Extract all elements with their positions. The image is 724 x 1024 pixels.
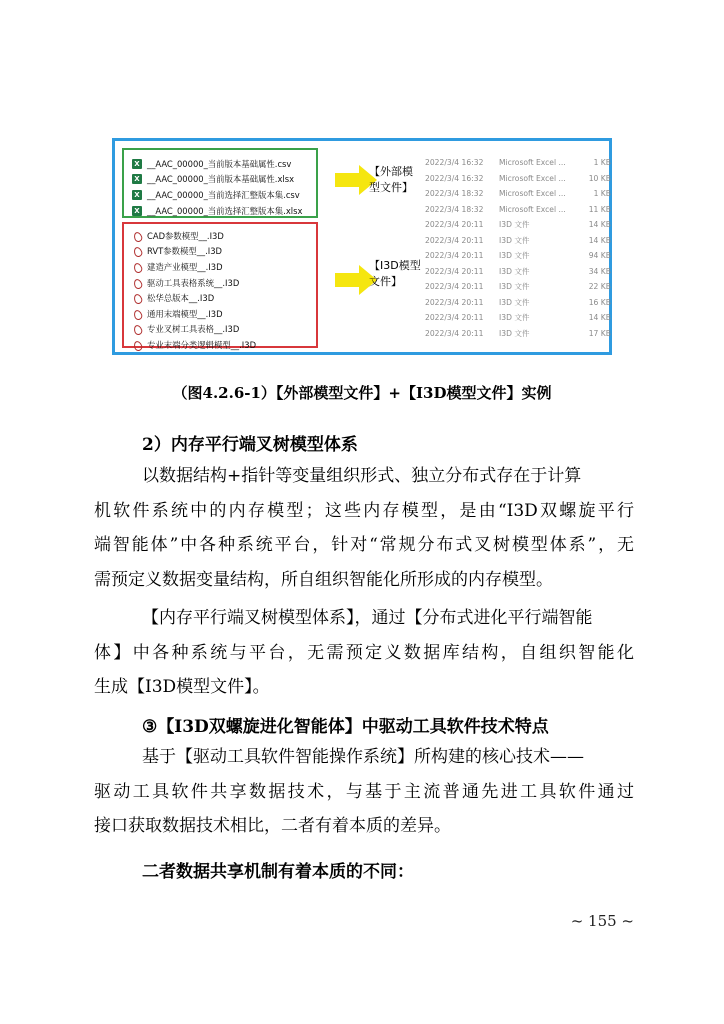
file-row[interactable] bbox=[128, 187, 302, 203]
metadata-row bbox=[425, 264, 611, 280]
text-line: 体】中各种系统与平台，无需预定义数据库结构，自组织智能化 bbox=[94, 642, 634, 663]
file-name: __AAC_00000_当前版本基础属性.csv bbox=[147, 158, 292, 169]
file-name: 专业末端分类逻辑模型__.I3D bbox=[147, 339, 257, 350]
file-date: 2022/3/4 20:11 bbox=[425, 266, 484, 276]
i3d-file-list bbox=[128, 228, 256, 353]
file-date: 2022/3/4 20:11 bbox=[425, 235, 484, 245]
external-files-group bbox=[122, 148, 318, 218]
file-date: 2022/3/4 16:32 bbox=[425, 173, 484, 183]
file-size: 17 KB bbox=[588, 328, 611, 338]
file-row[interactable] bbox=[128, 156, 302, 172]
file-name: CAD参数模型__.I3D bbox=[147, 230, 224, 241]
excel-file-icon: X bbox=[132, 206, 142, 216]
file-type: I3D 文件 bbox=[499, 251, 530, 261]
file-row[interactable] bbox=[128, 203, 302, 219]
i3d-files-group bbox=[122, 222, 318, 348]
metadata-row bbox=[425, 217, 611, 233]
file-type: Microsoft Excel ... bbox=[499, 189, 566, 199]
text-line: 【内存平行端叉树模型体系】，通过【分布式进化平行端智能 bbox=[142, 608, 593, 628]
file-row[interactable] bbox=[128, 337, 256, 353]
i3d-file-icon bbox=[132, 293, 142, 303]
file-date: 2022/3/4 18:32 bbox=[425, 189, 484, 199]
file-size: 1 KB bbox=[593, 189, 611, 199]
metadata-row bbox=[425, 233, 611, 249]
file-type: I3D 文件 bbox=[499, 282, 530, 292]
i3d-file-icon bbox=[132, 278, 142, 288]
metadata-row bbox=[425, 202, 611, 218]
i3d-model-label: 【I3D模型 文件】 bbox=[369, 259, 421, 288]
file-type: I3D 文件 bbox=[499, 266, 530, 276]
i3d-file-icon bbox=[132, 324, 142, 334]
metadata-row bbox=[425, 310, 611, 326]
text-line: 生成【I3D模型文件】。 bbox=[94, 677, 270, 697]
file-name: __AAC_00000_当前版本基础属性.xlsx bbox=[147, 174, 295, 185]
file-size: 11 KB bbox=[588, 204, 611, 214]
file-size: 14 KB bbox=[588, 313, 611, 323]
file-size: 16 KB bbox=[588, 297, 611, 307]
section-heading: 二者数据共享机制有着本质的不同： bbox=[142, 862, 414, 882]
file-row[interactable] bbox=[128, 322, 256, 338]
text-line: 接口获取数据技术相比，二者有着本质的差异。 bbox=[94, 816, 451, 836]
file-type: I3D 文件 bbox=[499, 220, 530, 230]
external-model-label: 【外部模 型文件】 bbox=[369, 165, 413, 194]
metadata-row bbox=[425, 171, 611, 187]
file-date: 2022/3/4 16:32 bbox=[425, 158, 484, 168]
file-date: 2022/3/4 20:11 bbox=[425, 313, 484, 323]
file-row[interactable] bbox=[128, 172, 302, 188]
excel-file-icon: X bbox=[132, 159, 142, 169]
file-size: 14 KB bbox=[588, 235, 611, 245]
file-size: 34 KB bbox=[588, 266, 611, 276]
section-heading: 2）内存平行端叉树模型体系 bbox=[142, 435, 358, 455]
figure-file-listing bbox=[112, 138, 612, 355]
metadata-row bbox=[425, 326, 611, 342]
file-type: Microsoft Excel ... bbox=[499, 173, 566, 183]
file-name: 松华总版本__.I3D bbox=[147, 293, 215, 304]
file-type: I3D 文件 bbox=[499, 313, 530, 323]
file-date: 2022/3/4 20:11 bbox=[425, 251, 484, 261]
file-row[interactable] bbox=[128, 290, 256, 306]
file-date: 2022/3/4 20:11 bbox=[425, 297, 484, 307]
page-number: ~ 155 ~ bbox=[570, 912, 634, 930]
metadata-row bbox=[425, 295, 611, 311]
excel-file-icon: X bbox=[132, 190, 142, 200]
metadata-row bbox=[425, 186, 611, 202]
file-date: 2022/3/4 20:11 bbox=[425, 328, 484, 338]
excel-file-list bbox=[128, 156, 302, 218]
file-size: 94 KB bbox=[588, 251, 611, 261]
text-line: 需预定义数据变量结构，所自组织智能化所形成的内存模型。 bbox=[94, 569, 553, 590]
file-name: __AAC_00000_当前选择汇整版本集.xlsx bbox=[147, 205, 303, 216]
i3d-file-icon bbox=[132, 246, 142, 256]
file-size: 22 KB bbox=[588, 282, 611, 292]
file-row[interactable] bbox=[128, 306, 256, 322]
file-size: 1 KB bbox=[593, 158, 611, 168]
file-size: 10 KB bbox=[588, 173, 611, 183]
i3d-file-icon bbox=[132, 231, 142, 241]
file-type: I3D 文件 bbox=[499, 297, 530, 307]
file-row[interactable] bbox=[128, 228, 256, 244]
file-name: 专业叉树工具表格__.I3D bbox=[147, 324, 240, 335]
metadata-row bbox=[425, 155, 611, 171]
metadata-row bbox=[425, 279, 611, 295]
paragraph-1 bbox=[94, 459, 634, 597]
text-line: 驱动工具软件共享数据技术，与基于主流普通先进工具软件通过 bbox=[94, 781, 634, 802]
file-name: __AAC_00000_当前选择汇整版本集.csv bbox=[147, 189, 300, 200]
i3d-file-icon bbox=[132, 309, 142, 319]
file-type: I3D 文件 bbox=[499, 328, 530, 338]
i3d-file-icon bbox=[132, 262, 142, 272]
section-heading: ③【I3D双螺旋进化智能体】中驱动工具软件技术特点 bbox=[142, 717, 549, 737]
text-line: 基于【驱动工具软件智能操作系统】所构建的核心技术—— bbox=[142, 747, 584, 767]
file-type: Microsoft Excel ... bbox=[499, 158, 566, 168]
file-row[interactable] bbox=[128, 275, 256, 291]
file-type: I3D 文件 bbox=[499, 235, 530, 245]
file-row[interactable] bbox=[128, 259, 256, 275]
file-size: 14 KB bbox=[588, 220, 611, 230]
file-name: 驱动工具表格系统__.I3D bbox=[147, 277, 240, 288]
excel-file-icon: X bbox=[132, 174, 142, 184]
file-date: 2022/3/4 20:11 bbox=[425, 282, 484, 292]
file-name: 建造产业模型__.I3D bbox=[147, 261, 223, 272]
paragraph-3 bbox=[94, 740, 634, 844]
metadata-row bbox=[425, 248, 611, 264]
file-date: 2022/3/4 18:32 bbox=[425, 204, 484, 214]
file-metadata-column bbox=[425, 155, 611, 341]
text-line: 端智能体”中各种系统平台，针对“常规分布式叉树模型体系”，无 bbox=[94, 535, 634, 555]
file-name: 通用末端模型__.I3D bbox=[147, 308, 223, 319]
i3d-file-icon bbox=[132, 340, 142, 350]
file-type: Microsoft Excel ... bbox=[499, 204, 566, 214]
file-date: 2022/3/4 20:11 bbox=[425, 220, 484, 230]
text-line: 机软件系统中的内存模型；这些内存模型，是由“I3D双螺旋平行 bbox=[94, 500, 634, 521]
file-row[interactable] bbox=[128, 244, 256, 260]
file-name: RVT参数模型__.I3D bbox=[147, 246, 222, 257]
paragraph-2 bbox=[94, 601, 634, 705]
figure-caption: （图4.2.6-1）【外部模型文件】+【I3D模型文件】实例 bbox=[172, 384, 552, 402]
text-line: 以数据结构+指针等变量组织形式、独立分布式存在于计算 bbox=[142, 466, 582, 486]
